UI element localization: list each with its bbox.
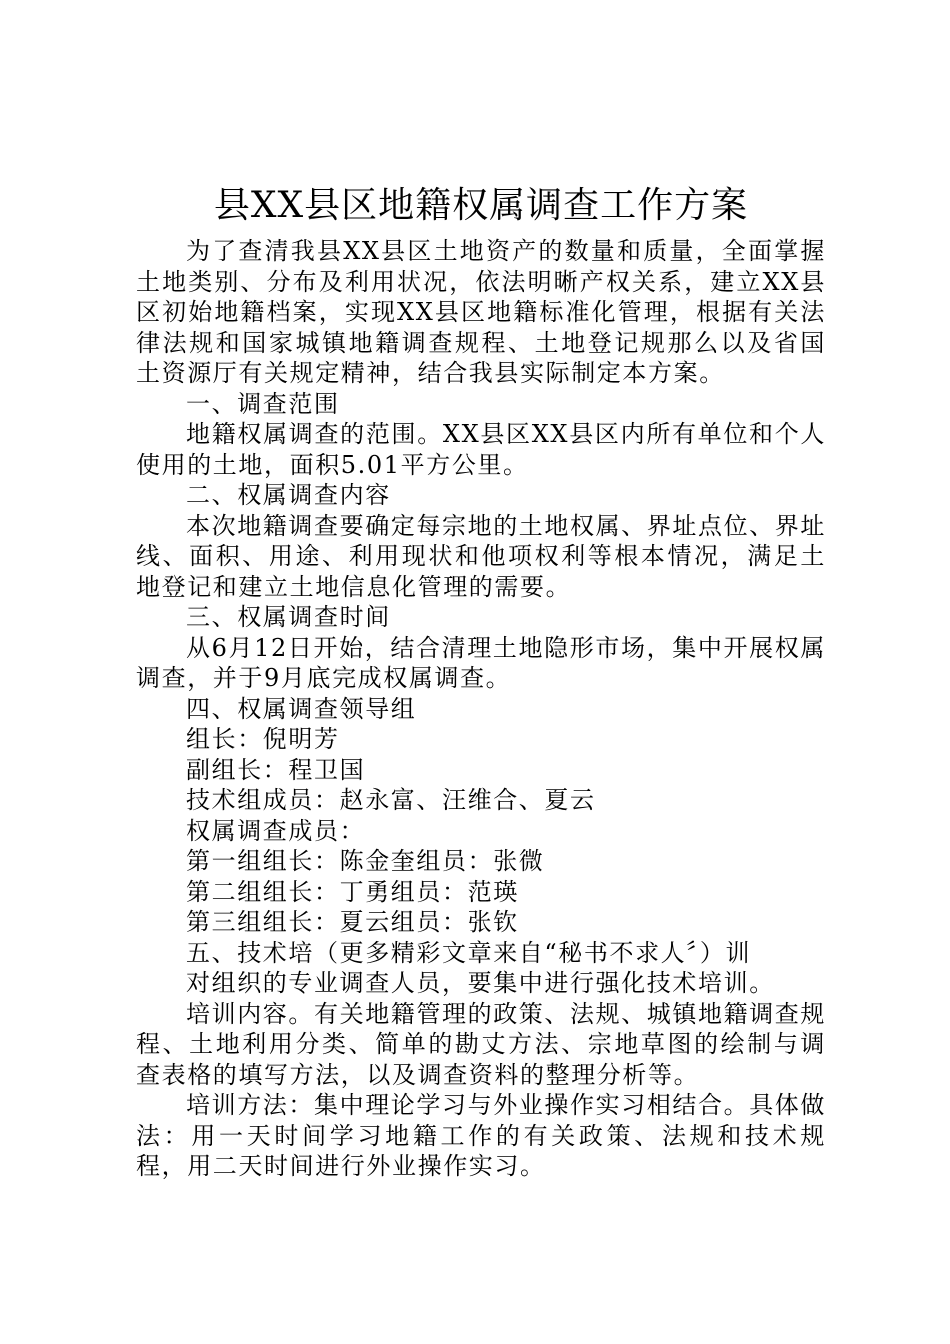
section-heading-scope: 一、调查范围	[186, 389, 340, 418]
section-heading-leadership: 四、权属调查领导组	[186, 694, 417, 723]
content-paragraph: 本次地籍调查要确定每宗地的土地权属、界址点位、界址线、面积、用途、利用现状和他项权利等根本情况，满足土地登记和建立土地信息化管理的需要。	[136, 511, 826, 601]
survey-members-line: 权属调查成员：	[186, 816, 366, 845]
group-one-line: 第一组组长：陈金奎组员：张微	[186, 847, 545, 875]
document-page	[136, 180, 826, 1182]
document-body	[136, 236, 826, 1182]
time-paragraph: 从6月12日开始，结合清理土地隐形市场，集中开展权属调查，并于9月底完成权属调查。	[136, 633, 826, 692]
scope-paragraph: 地籍权属调查的范围。XX县区XX县区内所有单位和个人使用的土地，面积5.01平方公里。	[136, 420, 826, 479]
training-intro-paragraph: 对组织的专业调查人员，要集中进行强化技术培训。	[186, 969, 775, 997]
group-two-line: 第二组组长：丁勇组员：范瑛	[186, 877, 519, 906]
tech-group-line: 技术组成员：赵永富、汪维合、夏云	[186, 786, 596, 814]
training-content-paragraph: 培训内容。有关地籍管理的政策、法规、城镇地籍调查规程、土地利用分类、简单的勘丈方法、宗地草图的绘制与调查表格的填写方法，以及调查资料的整理分析等。	[136, 999, 826, 1089]
section-heading-training: 五、技术培（更多精彩文章来自“秘书不求人〞）训	[186, 938, 752, 967]
deputy-leader-line: 副组长：程卫国	[186, 755, 366, 784]
document-title: 县XX县区地籍权属调查工作方案	[213, 185, 749, 226]
group-three-line: 第三组组长：夏云组员：张钦	[186, 908, 519, 936]
section-heading-time: 三、权属调查时间	[186, 603, 391, 631]
leader-line: 组长：倪明芳	[186, 725, 340, 753]
training-method-paragraph: 培训方法：集中理论学习与外业操作实习相结合。具体做法：用一天时间学习地籍工作的有关政策、法规和技术规程，用二天时间进行外业操作实习。	[136, 1091, 826, 1180]
section-heading-content: 二、权属调查内容	[186, 481, 391, 509]
intro-paragraph: 为了查清我县XX县区土地资产的数量和质量，全面掌握土地类别、分布及利用状况，依法明晰产权关系，建立XX县区初始地籍档案，实现XX县区地籍标准化管理，根据有关法律法规和国家城镇地籍调查规程、土地登记规那么以及省国土资源厅有关规定精神，结合我县实际制定本方案。	[136, 237, 826, 387]
